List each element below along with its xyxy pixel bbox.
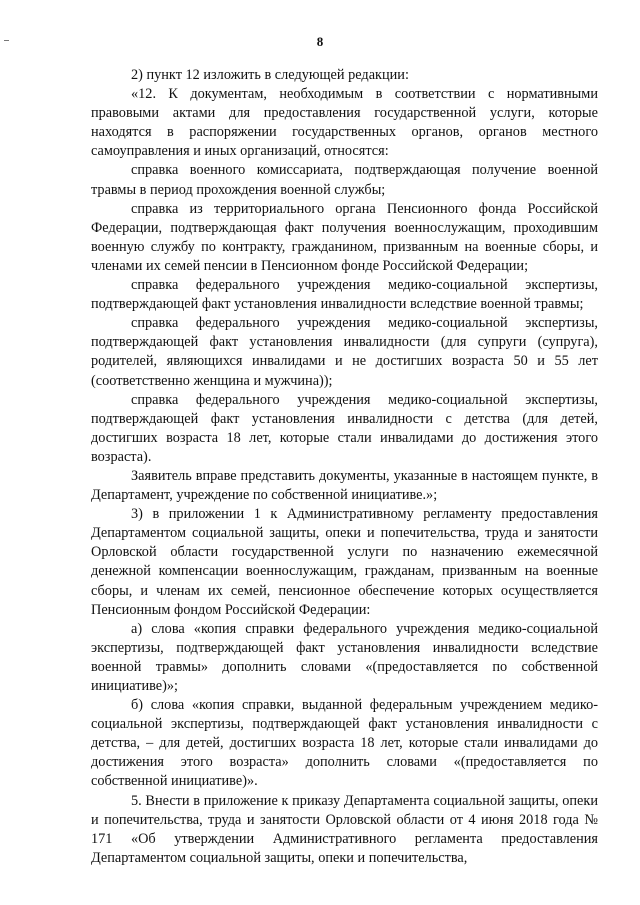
document-body	[91, 66, 598, 868]
paragraph: 5. Внести в приложение к приказу Департамента социальной защиты, опеки и попечительства, труда и занятости Орловской области от 4 июня 2018 года № 171 «Об утверждении Административного регламента предоставления Департаментом социальной защиты, опеки и попечительства,	[91, 792, 598, 866]
paragraph: б) слова «копия справки, выданной федеральным учреждением медико-социальной экспертизы, подтверждающей факт установления инвалидности с детства, – для детей, достигших возраста 18 лет, которые стали инвалидами до достижения этого возраста» дополнить словами «(предоставляется по собственной инициативе)».	[91, 697, 598, 790]
paragraph: 3) в приложении 1 к Административному регламенту предоставления Департаментом социальной защиты, опеки и попечительства, труда и занятости Орловской области государственной услуги по назначению ежемесячной денежной компенсации военнослужащим, гражданам, призванным на военные сборы, и членам их семей, пенсионное обеспечение которых осуществляется Пенсионным фондом Российской Федерации:	[91, 506, 598, 618]
paragraph: справка федерального учреждения медико-социальной экспертизы, подтверждающей факт установления инвалидности с детства (для детей, достигших возраста 18 лет, которые стали инвалидами до достижения этого возраста).	[91, 391, 598, 465]
paragraph: справка из территориального органа Пенсионного фонда Российской Федерации, подтверждающая факт получения военнослужащим, проходившим военную службу по контракту, гражданином, призванным на военные сборы, и членами их семей пенсии в Пенсионном фонде Российской Федерации;	[91, 200, 598, 274]
paragraph: справка федерального учреждения медико-социальной экспертизы, подтверждающей факт установления инвалидности (для супруги (супруга), родителей, являющихся инвалидами и не достигших возраста 50 и 55 лет (соответственно женщина и мужчина));	[91, 315, 598, 389]
paragraph: Заявитель вправе представить документы, указанные в настоящем пункте, в Департамент, учреждение по собственной инициативе.»;	[91, 467, 598, 504]
paragraph: справка федерального учреждения медико-социальной экспертизы, подтверждающей факт установления инвалидности вследствие военной травмы;	[91, 277, 598, 313]
paragraph: а) слова «копия справки федерального учреждения медико-социальной экспертизы, подтверждающей факт установления инвалидности вследствие военной травмы» дополнить словами «(предоставляется по собственной инициативе)»;	[91, 620, 598, 694]
paragraph: 2) пункт 12 изложить в следующей редакции:	[131, 67, 409, 83]
paragraph: справка военного комиссариата, подтверждающая получение военной травмы в период прохождения военной службы;	[91, 162, 598, 198]
paragraph: «12. К документам, необходимым в соответствии с нормативными правовыми актами для предоставления государственной услуги, которые находятся в распоряжении государственных органов, органов местного самоуправления и иных организаций, относятся:	[91, 86, 598, 160]
page-number: 8	[316, 34, 324, 49]
